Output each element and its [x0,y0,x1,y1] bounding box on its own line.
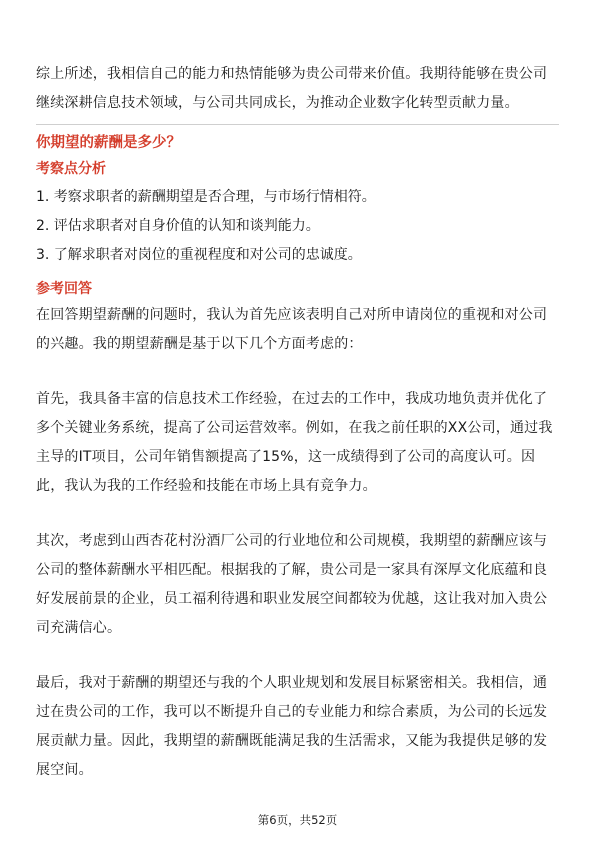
document-page [36,0,559,785]
answer-paragraph: 其次，考虑到山西杏花村汾酒厂公司的行业地位和公司规模，我期望的薪酬应该与公司的整体薪酬水平相匹配。根据我的了解，贵公司是一家具有深厚文化底蕴和良好发展前景的企业，员工福利待遇和职业发展空间都较为优越，这让我对加入贵公司充满信心。 [36,533,548,636]
answer-paragraph: 在回答期望薪酬的问题时，我认为首先应该表明自己对所申请岗位的重视和对公司的兴趣。我的期望薪酬是基于以下几个方面考虑的： [36,307,548,352]
question-title: 你期望的薪酬是多少？ [36,135,181,151]
page-number-footer: 第6页，共52页 [257,813,338,827]
answer-paragraph: 首先，我具备丰富的信息技术工作经验，在过去的工作中，我成功地负责并优化了多个关键业务系统，提高了公司运营效率。例如，在我之前任职的XX公司，通过我主导的IT项目，公司年销售额提高了15%，这一成绩得到了公司的高度认可。因此，我认为我的工作经验和技能在市场上具有竞争力。 [36,391,553,494]
intro-paragraph: 综上所述，我相信自己的能力和热情能够为贵公司带来价值。我期待能够在贵公司继续深耕信息技术领域，与公司共同成长，为推动企业数字化转型贡献力量。 [36,66,548,111]
analysis-item: 3. 了解求职者对岗位的重视程度和对公司的忠诚度。 [36,247,362,263]
answer-heading: 参考回答 [36,281,92,297]
analysis-item: 2. 评估求职者对自身价值的认知和谈判能力。 [36,218,320,234]
analysis-item: 1. 考察求职者的薪酬期望是否合理，与市场行情相符。 [36,189,376,205]
section-divider [36,124,559,125]
answer-paragraph: 最后，我对于薪酬的期望还与我的个人职业规划和发展目标紧密相关。我相信，通过在贵公司的工作，我可以不断提升自己的专业能力和综合素质，为公司的长远发展贡献力量。因此，我期望的薪酬既能满足我的生活需求，又能为我提供足够的发展空间。 [36,675,548,778]
analysis-heading: 考察点分析 [36,161,106,177]
